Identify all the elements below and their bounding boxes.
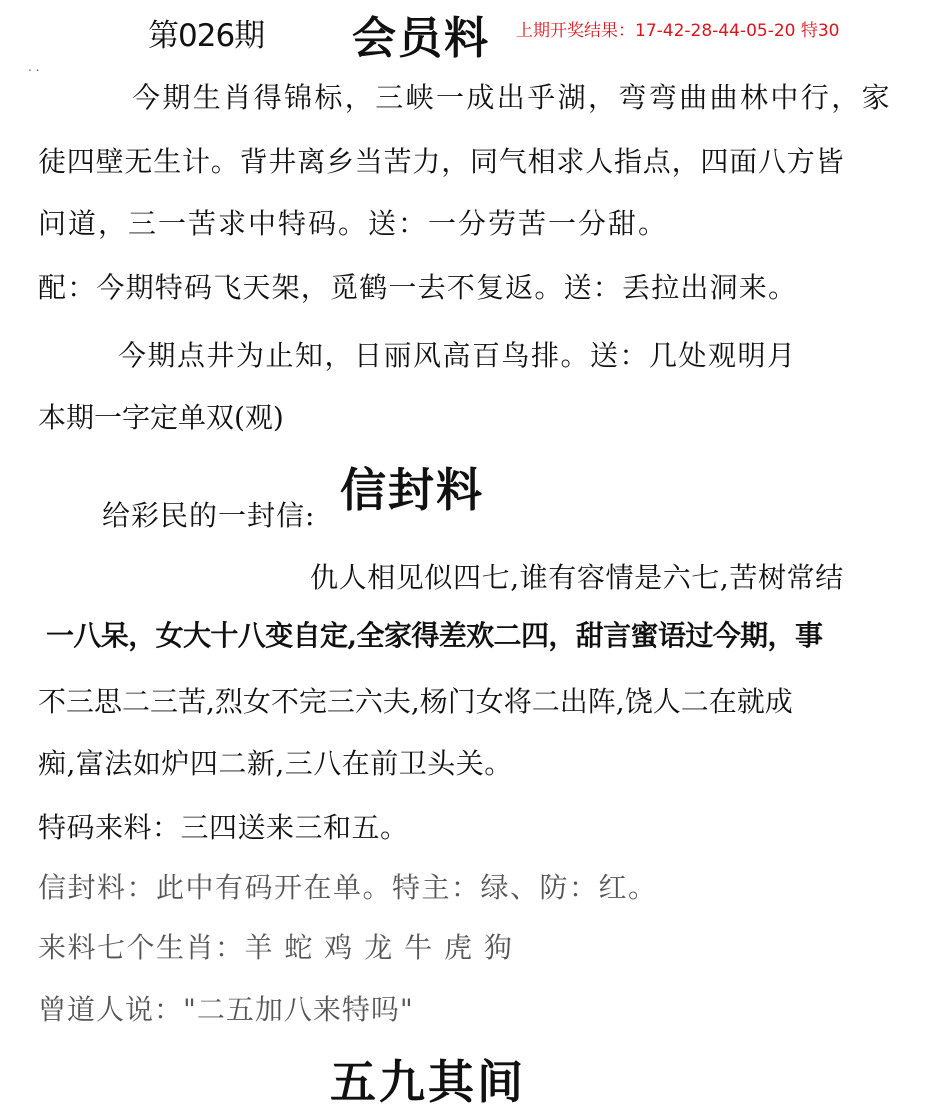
- text-line-4: 配：今期特码飞天架，觅鹤一去不复返。送：丢拉出洞来。: [38, 271, 798, 304]
- text-line-1: 今期生肖得锦标，三峡一成出乎湖，弯弯曲曲林中行，家: [132, 81, 893, 114]
- text-line-5: 今期点井为止知，日丽风高百鸟排。送：几处观明月: [118, 339, 797, 372]
- text-line-3: 问道，三一苦求中特码。送：一分劳苦一分甜。: [38, 207, 669, 240]
- issue-number: 第026期: [148, 18, 265, 54]
- letter-intro: 给彩民的一封信:: [102, 499, 316, 532]
- text-line-2: 徒四壁无生计。背井离乡当苦力，同气相求人指点，四面八方皆: [38, 145, 845, 178]
- section-title-envelope: 信封料: [340, 463, 484, 517]
- verse-line-2: 一八呆，女大十八变自定,全家得差欢二四，甜言蜜语过今期，事: [46, 619, 823, 652]
- verse-line-4: 痴,富法如炉四二新,三八在前卫头关。: [38, 747, 513, 780]
- section-title-bottom: 五九其间: [330, 1055, 526, 1109]
- daoren-quote-line: 曾道人说："二五加八来特吗": [38, 993, 414, 1026]
- envelope-note-line: 信封料：此中有码开在单。特主：绿、防：红。: [38, 871, 658, 904]
- text-line-6: 本期一字定单双(观): [38, 401, 284, 434]
- verse-line-3: 不三思二三苦,烈女不完三六夫,杨门女将二出阵,饶人二在就成: [38, 685, 793, 718]
- last-result-text: 上期开奖结果：17-42-28-44-05-20 特30: [516, 21, 840, 41]
- zodiac-line: 来料七个生肖：羊 蛇 鸡 龙 牛 虎 狗: [38, 931, 514, 964]
- verse-line-1: 仇人相见似四七,谁有容情是六七,苦树常结: [310, 561, 844, 594]
- scan-speck: . .: [28, 60, 40, 74]
- special-code-line: 特码来料：三四送来三和五。: [38, 811, 409, 844]
- page-title: 会员料: [352, 13, 490, 64]
